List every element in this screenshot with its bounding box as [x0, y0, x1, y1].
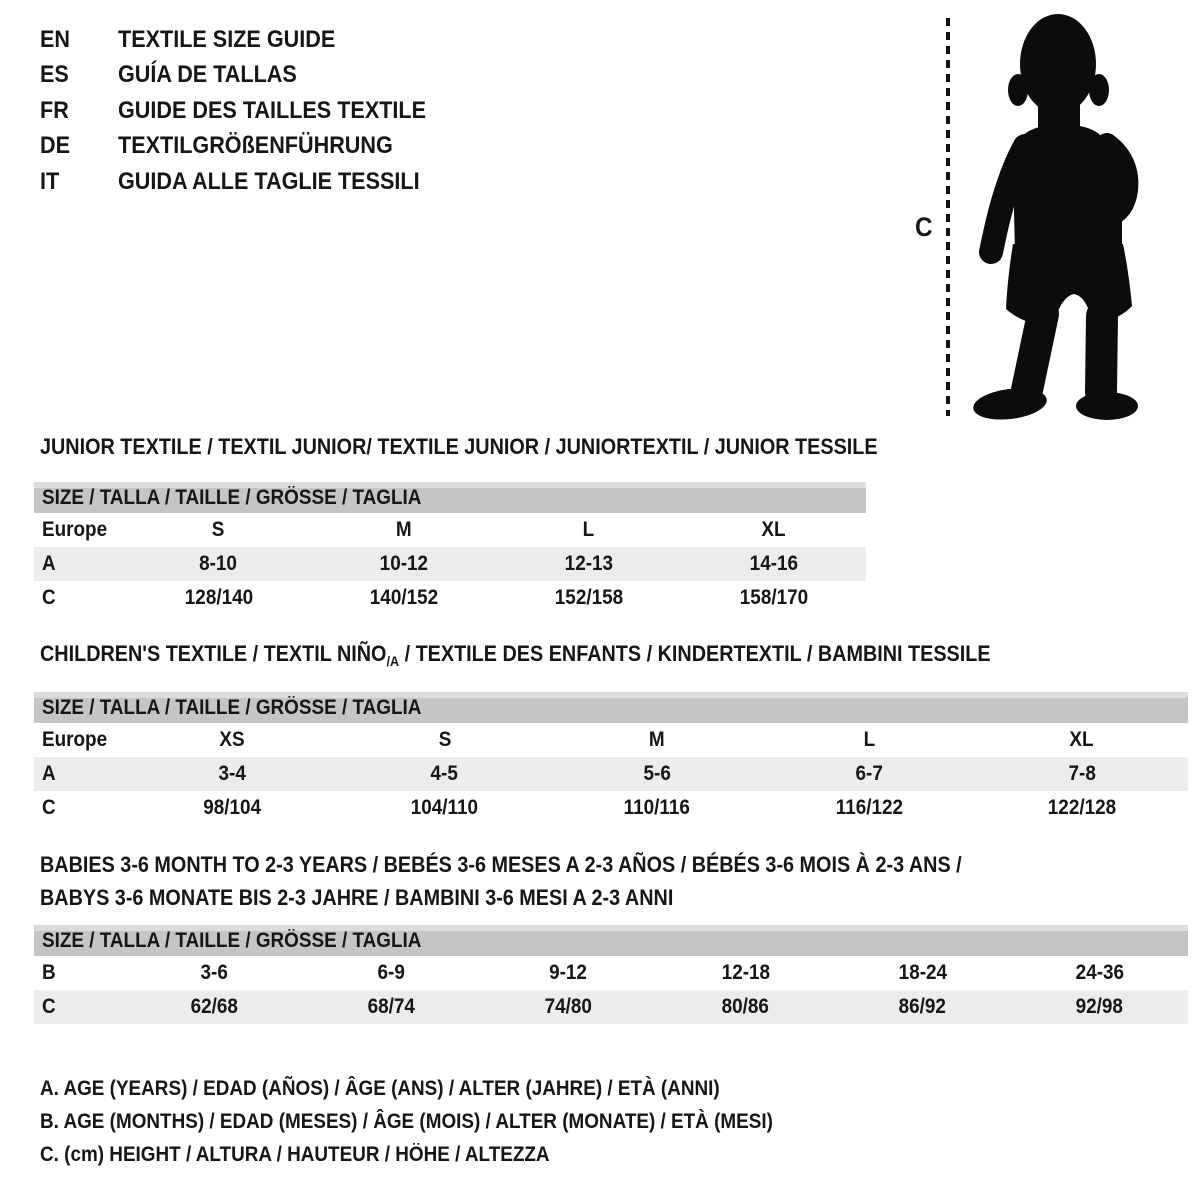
junior-size-table	[34, 482, 866, 615]
row-label: C	[42, 995, 56, 1018]
babies-size-table	[34, 925, 1188, 1024]
language-row-de	[40, 129, 460, 165]
height-cell: 62/68	[190, 995, 239, 1018]
age-cell: 6-7	[855, 762, 884, 785]
language-code: FR	[40, 96, 69, 124]
row-label: A	[42, 762, 56, 785]
age-cell: 5-6	[643, 762, 671, 785]
age-cell: 12-18	[721, 961, 770, 984]
language-title: TEXTILE SIZE GUIDE	[118, 25, 336, 53]
table-row-height	[34, 581, 866, 615]
height-cell: 104/110	[410, 796, 479, 819]
language-title-list	[40, 22, 460, 200]
legend-line-b: B. AGE (MONTHS) / EDAD (MESES) / ÂGE (MOIS) / ALTER (MONATE) / ETÀ (MESI)	[40, 1109, 773, 1133]
language-row-it	[40, 164, 460, 200]
row-label: B	[42, 961, 56, 984]
language-row-fr	[40, 93, 460, 129]
age-cell: 10-12	[379, 552, 428, 575]
table-row-europe	[34, 513, 866, 547]
size-cell: S	[438, 728, 451, 751]
language-code: IT	[40, 167, 60, 195]
row-label: C	[42, 586, 56, 609]
height-cell: 158/170	[739, 586, 808, 609]
size-cell: M	[649, 728, 665, 751]
age-cell: 3-6	[200, 961, 229, 984]
row-label: Europe	[42, 728, 108, 751]
height-cell: 68/74	[367, 995, 416, 1018]
language-title: GUÍA DE TALLAS	[118, 61, 297, 89]
age-cell: 7-8	[1068, 762, 1096, 785]
height-cell: 80/86	[721, 995, 770, 1018]
table-row-height	[34, 990, 1188, 1024]
table-row-height	[34, 791, 1188, 825]
language-code: DE	[40, 132, 71, 160]
size-cell: L	[582, 518, 595, 541]
table-row-age	[34, 547, 866, 581]
age-cell: 6-9	[377, 961, 406, 984]
height-cell: 116/122	[835, 796, 904, 819]
language-code: ES	[40, 61, 69, 89]
size-cell: XS	[219, 728, 245, 751]
height-cell: 98/104	[203, 796, 262, 819]
size-cell: L	[863, 728, 876, 751]
nino-a-subscript: /A	[386, 653, 400, 669]
size-table-header: SIZE / TALLA / TAILLE / GRÖSSE / TAGLIA	[34, 482, 866, 513]
row-label: Europe	[42, 518, 108, 541]
age-cell: 4-5	[430, 762, 459, 785]
children-section-title: CHILDREN'S TEXTILE / TEXTIL $NIÑO_{/A}$ / TEXTILE DES ENFANTS / KINDERTEXTIL / BAMBINI TESSILE	[40, 641, 991, 669]
size-cell: XL	[1069, 728, 1094, 751]
age-cell: 14-16	[749, 552, 798, 575]
table-row-age	[34, 757, 1188, 791]
babies-title-line2: BABYS 3-6 MONATE BIS 2-3 JAHRE / BAMBINI 3-6 MESI A 2-3 ANNI	[40, 885, 674, 910]
measurement-legend	[40, 1072, 854, 1171]
height-cell: 152/158	[554, 586, 623, 609]
height-cell: 140/152	[369, 586, 438, 609]
language-code: EN	[40, 25, 71, 53]
height-cell: 122/128	[1047, 796, 1116, 819]
language-title: TEXTILGRÖßENFÜHRUNG	[118, 132, 393, 160]
height-cell: 92/98	[1075, 995, 1124, 1018]
table-row-months	[34, 956, 1188, 990]
age-cell: 12-13	[564, 552, 613, 575]
size-table-header: SIZE / TALLA / TAILLE / GRÖSSE / TAGLIA	[34, 925, 1188, 956]
height-cell: 74/80	[544, 995, 593, 1018]
age-cell: 9-12	[549, 961, 588, 984]
size-cell: XL	[761, 518, 786, 541]
junior-section-title: JUNIOR TEXTILE / TEXTIL JUNIOR/ TEXTILE JUNIOR / JUNIORTEXTIL / JUNIOR TESSILE	[40, 434, 878, 459]
babies-section-title	[40, 848, 1064, 914]
legend-line-c: C. (cm) HEIGHT / ALTURA / HAUTEUR / HÖHE / ALTEZZA	[40, 1142, 550, 1166]
babies-title-line1: BABIES 3-6 MONTH TO 2-3 YEARS / BEBÉS 3-6 MESES A 2-3 AÑOS / BÉBÉS 3-6 MOIS À 2-3 ANS /	[40, 852, 962, 877]
height-cell: 86/92	[898, 995, 947, 1018]
age-cell: 8-10	[199, 552, 238, 575]
row-label: A	[42, 552, 56, 575]
language-title: GUIDA ALLE TAGLIE TESSILI	[118, 167, 420, 195]
age-cell: 24-36	[1075, 961, 1124, 984]
height-measure-dotted-line	[946, 18, 950, 416]
size-table-header: SIZE / TALLA / TAILLE / GRÖSSE / TAGLIA	[34, 692, 1188, 723]
children-size-table	[34, 692, 1188, 825]
size-cell: S	[212, 518, 225, 541]
baby-silhouette-icon	[955, 6, 1175, 421]
size-cell: M	[395, 518, 412, 541]
language-row-en	[40, 22, 460, 58]
age-cell: 18-24	[898, 961, 947, 984]
height-measure-label: C	[914, 212, 933, 242]
language-title: GUIDE DES TAILLES TEXTILE	[118, 96, 427, 124]
height-cell: 110/116	[623, 796, 691, 819]
language-row-es	[40, 58, 460, 94]
height-cell: 128/140	[184, 586, 253, 609]
legend-line-a: A. AGE (YEARS) / EDAD (AÑOS) / ÂGE (ANS) / ALTER (JAHRE) / ETÀ (ANNI)	[40, 1076, 720, 1100]
row-label: C	[42, 796, 56, 819]
age-cell: 3-4	[218, 762, 246, 785]
table-row-europe	[34, 723, 1188, 757]
